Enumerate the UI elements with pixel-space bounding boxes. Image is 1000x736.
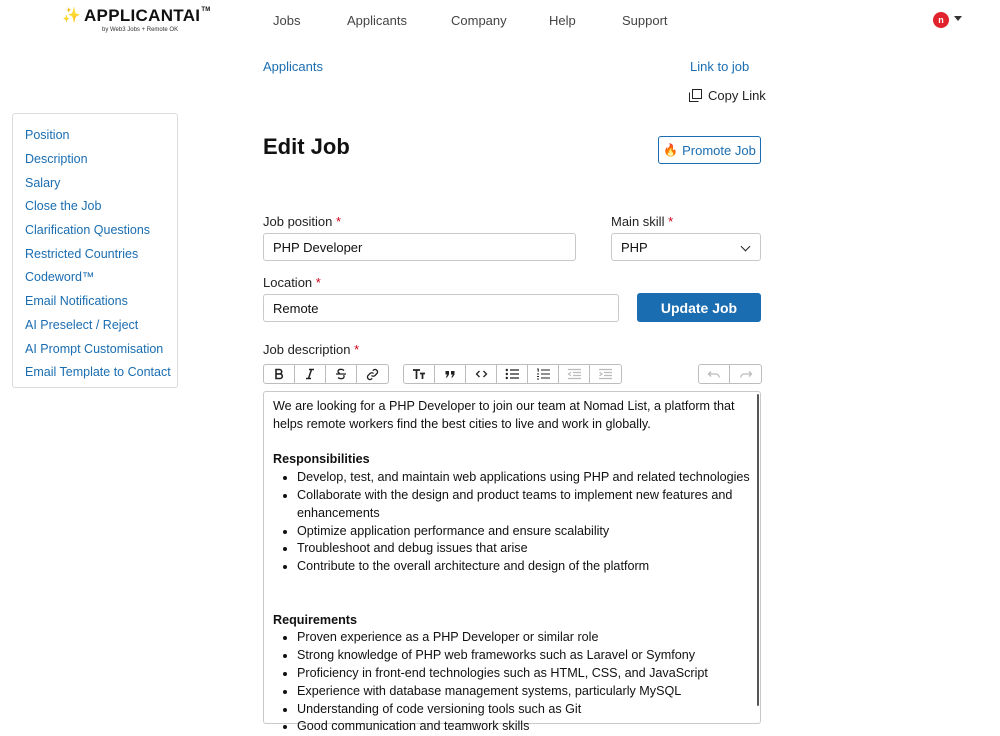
bullet-list-icon: [505, 368, 520, 380]
nav-item-jobs[interactable]: Jobs: [273, 13, 301, 28]
heading-icon: [412, 368, 426, 380]
sidebar-item-restricted-countries[interactable]: Restricted Countries: [25, 247, 139, 261]
list-item: • Understanding of code versioning tools such as Git: [297, 701, 753, 719]
main-skill-label: Main skill *: [611, 214, 674, 229]
copy-link-button[interactable]: [689, 88, 766, 103]
top-nav: [0, 13, 1000, 29]
list-item: • Proficiency in front-end technologies such as HTML, CSS, and JavaScript: [297, 665, 753, 683]
sidebar-item-clarification-questions[interactable]: Clarification Questions: [25, 223, 151, 237]
numbered-list-button[interactable]: [528, 365, 559, 383]
sidebar-item-close-job[interactable]: Close the Job: [25, 199, 102, 213]
sidebar-item-description[interactable]: Description: [25, 152, 88, 166]
numbered-list-icon: [536, 368, 551, 380]
copy-link-label: Copy Link: [708, 88, 766, 103]
avatar-initial: n: [938, 15, 944, 25]
list-item: • Collaborate with the design and product teams to implement new features and enhancements: [297, 487, 753, 523]
indent-button[interactable]: [590, 365, 621, 383]
copy-icon: [689, 89, 702, 102]
sparkle-icon: ✨: [62, 7, 81, 24]
list-item: • Good communication and teamwork skills: [297, 718, 753, 736]
toolbar-block-group: [403, 364, 622, 384]
list-item: • Optimize application performance and ensure scalability: [297, 523, 753, 541]
logo-trademark: TM: [201, 7, 211, 13]
requirements-heading: Requirements: [273, 612, 357, 627]
strikethrough-icon: [335, 368, 347, 380]
quote-icon: [444, 368, 456, 380]
nav-item-applicants[interactable]: Applicants: [347, 13, 407, 28]
list-item: • Strong knowledge of PHP web frameworks such as Laravel or Symfony: [297, 647, 753, 665]
list-item: • Develop, test, and maintain web applications using PHP and related technologies: [297, 469, 753, 487]
sidebar-item-position[interactable]: Position: [25, 128, 70, 142]
outdent-icon: [567, 368, 582, 380]
job-position-input[interactable]: [263, 233, 576, 261]
nav-item-help[interactable]: Help: [549, 13, 576, 28]
page-title: Edit Job: [263, 134, 350, 159]
sidebar-item-email-notifications[interactable]: Email Notifications: [25, 294, 128, 308]
sidebar-item-ai-preselect[interactable]: AI Preselect / Reject: [25, 318, 139, 332]
job-position-value: PHP Developer: [273, 239, 363, 255]
sidebar-item-codeword[interactable]: Codeword™: [25, 270, 95, 284]
main-skill-value: PHP: [621, 239, 648, 255]
editor-intro: We are looking for a PHP Developer to join our team at Nomad List, a platform that helps remote workers find the best cities to live and work in globally.: [273, 399, 735, 431]
heading-button[interactable]: [404, 365, 435, 383]
list-item: • Experience with database management systems, particularly MySQL: [297, 683, 753, 701]
bold-button[interactable]: [264, 365, 295, 383]
link-to-job[interactable]: Link to job: [690, 59, 750, 74]
job-position-label: Job position *: [263, 214, 342, 229]
logo-tagline: by Web3 Jobs + Remote OK: [102, 27, 179, 33]
code-button[interactable]: [466, 365, 497, 383]
sidebar: [12, 113, 178, 388]
list-item: • Troubleshoot and debug issues that arise: [297, 540, 753, 558]
main-skill-select[interactable]: [611, 233, 761, 261]
location-value: Remote: [273, 300, 319, 316]
logo-text: APPLICANTAI: [83, 6, 201, 25]
update-job-button[interactable]: Update Job: [637, 293, 761, 322]
bold-icon: [273, 368, 285, 380]
sidebar-item-salary[interactable]: Salary: [25, 176, 61, 190]
strikethrough-button[interactable]: [326, 365, 357, 383]
job-description-editor[interactable]: [263, 391, 761, 734]
undo-icon: [707, 368, 721, 380]
toolbar-history-group: [698, 364, 762, 384]
undo-button[interactable]: [699, 365, 730, 383]
caret-down-icon[interactable]: [954, 16, 962, 21]
responsibilities-list: [273, 469, 753, 576]
location-label: Location *: [263, 275, 321, 290]
editor-content[interactable]: [273, 398, 753, 736]
list-item: • Proven experience as a PHP Developer or similar role: [297, 629, 753, 647]
promote-job-label: Promote Job: [682, 142, 756, 158]
breadcrumb-applicants[interactable]: Applicants: [263, 59, 323, 74]
link-button[interactable]: [357, 365, 388, 383]
code-icon: [475, 368, 488, 380]
sidebar-item-ai-prompt[interactable]: AI Prompt Customisation: [25, 342, 164, 356]
fire-icon: 🔥: [663, 143, 679, 157]
editor-scrollbar[interactable]: [757, 394, 759, 706]
responsibilities-heading: Responsibilities: [273, 452, 370, 467]
bullet-list-button[interactable]: [497, 365, 528, 383]
link-icon: [366, 368, 379, 381]
requirements-list: [273, 629, 753, 736]
list-item: • Contribute to the overall architecture and design of the platform: [297, 558, 753, 576]
location-input[interactable]: [263, 294, 619, 322]
job-description-label: Job description *: [263, 342, 360, 357]
toolbar-format-group: [263, 364, 389, 384]
nav-item-company[interactable]: Company: [451, 13, 507, 28]
promote-job-button[interactable]: [658, 136, 761, 164]
avatar[interactable]: [933, 12, 949, 28]
indent-icon: [598, 368, 613, 380]
redo-icon: [739, 368, 753, 380]
quote-button[interactable]: [435, 365, 466, 383]
italic-button[interactable]: [295, 365, 326, 383]
nav-item-support[interactable]: Support: [622, 13, 668, 28]
redo-button[interactable]: [730, 365, 761, 383]
outdent-button[interactable]: [559, 365, 590, 383]
italic-icon: [304, 368, 316, 380]
sidebar-item-email-template[interactable]: Email Template to Contact: [25, 365, 171, 379]
chevron-down-icon: [741, 242, 751, 252]
